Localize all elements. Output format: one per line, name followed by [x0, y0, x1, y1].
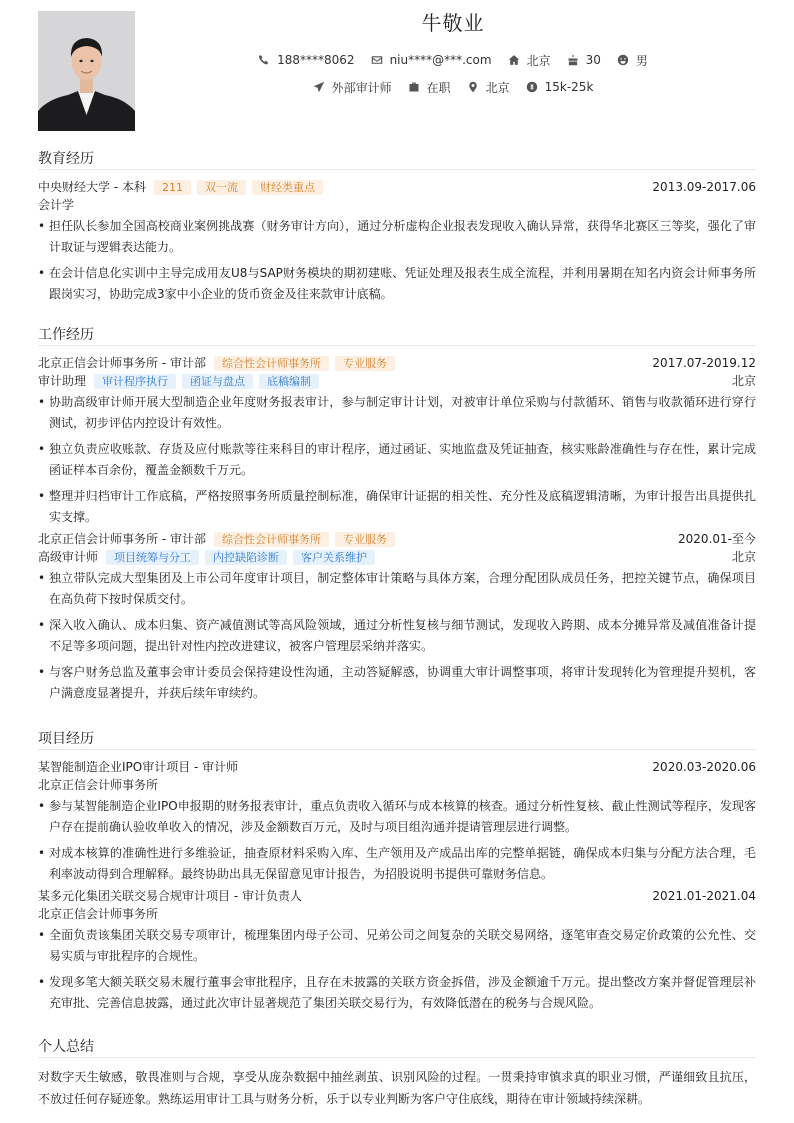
- list-item: • 与客户财务总监及董事会审计委员会保持建设性沟通，主动答疑解惑，协调重大审计调整事项，将审计发现转化为管理提升契机，客户满意度显著提升，并获后续年审续约。: [38, 662, 756, 704]
- list-item: • 独立负责应收账款、存货及应付账款等往来科目的审计程序，通过函证、实地监盘及凭证抽查，核实账龄准确性与存在性，累计完成函证样本百余份，覆盖金额数千万元。: [38, 439, 756, 481]
- company-tag: 综合性会计师事务所: [214, 532, 329, 547]
- resume-header: [150, 8, 756, 97]
- projects-section: [38, 728, 756, 1019]
- mail-icon: [371, 54, 383, 66]
- work-date: 2017.07-2019.12: [652, 356, 756, 370]
- project-org-row: [38, 776, 756, 794]
- project-header-row: [38, 887, 756, 905]
- target-city-info: [467, 79, 510, 96]
- list-item: • 全面负责该集团关联交易专项审计，梳理集团内母子公司、兄弟公司之间复杂的关联交易网络，逐笔审查交易定价政策的公允性、交易实质与审批程序的合规性。: [38, 925, 756, 967]
- education-date: 2013.09-2017.06: [652, 180, 756, 194]
- education-bullets: [38, 216, 756, 305]
- school-tag: 双一流: [197, 180, 246, 195]
- email-info: [371, 53, 492, 67]
- major-row: [38, 196, 756, 214]
- work-section: [38, 324, 756, 709]
- project-org-row: [38, 905, 756, 923]
- work-bullets: [38, 568, 756, 704]
- skill-tag: 审计程序执行: [94, 374, 176, 389]
- smile-icon: [617, 54, 629, 66]
- position: 审计助理: [38, 374, 87, 388]
- contact-info-row: [150, 50, 756, 70]
- position-row: [38, 548, 756, 566]
- current-location: 北京: [526, 53, 551, 68]
- age-value: 30: [585, 53, 601, 67]
- list-item: • 发现多笔大额关联交易未履行董事会审批程序，且存在未披露的关联方资金拆借，涉及金额逾千万元。提出整改方案并督促管理层补充审批、完善信息披露，通过此次审计显著规范了集团关联交易行为，有效降低潜在的税务与合规风险。: [38, 972, 756, 1014]
- work-city: 北京: [731, 374, 756, 388]
- section-title: 项目经历: [38, 728, 756, 750]
- project-name-role: 某智能制造企业IPO审计项目 - 审计师: [38, 760, 239, 774]
- school-tag: 211: [154, 180, 191, 195]
- target-job: 外部审计师: [331, 80, 392, 95]
- project-org: 北京正信会计师事务所: [38, 778, 159, 792]
- project-name-role: 某多元化集团关联交易合规审计项目 - 审计负责人: [38, 889, 302, 903]
- home-icon: [508, 54, 520, 66]
- portrait-image: [38, 11, 135, 131]
- summary-section: [38, 1036, 756, 1110]
- work-entry: [38, 354, 756, 528]
- gender-info: [617, 52, 648, 69]
- cake-icon: [567, 54, 579, 66]
- list-item: • 对成本核算的准确性进行多维验证，抽查原材料采购入库、生产领用及产成品出库的完整单据链，确保成本归集与分配方法合理，毛利率波动得到合理解释。最终协助出具无保留意见审计报告，为招股说明书提供可靠财务信息。: [38, 843, 756, 885]
- send-icon: [313, 81, 325, 93]
- work-city: 北京: [731, 550, 756, 564]
- salary-info: [526, 80, 594, 94]
- skill-tag: 底稿编制: [259, 374, 319, 389]
- gender-value: 男: [635, 53, 648, 68]
- age-info: [567, 53, 601, 67]
- company-tag: 专业服务: [335, 356, 395, 371]
- major: 会计学: [38, 198, 75, 212]
- pin-icon: [467, 81, 479, 93]
- target-job-info: [313, 79, 392, 96]
- project-entry: [38, 887, 756, 1014]
- company-tag: 专业服务: [335, 532, 395, 547]
- list-item: • 协助高级审计师开展大型制造企业年度财务报表审计，参与制定审计计划，对被审计单位采购与付款循环、销售与收款循环进行穿行测试，初步评估内控设计有效性。: [38, 392, 756, 434]
- work-entry: [38, 530, 756, 704]
- project-org: 北京正信会计师事务所: [38, 907, 159, 921]
- education-section: [38, 148, 756, 310]
- job-intent-row: [150, 77, 756, 97]
- phone-icon: [258, 54, 270, 66]
- work-header-row: [38, 530, 756, 548]
- section-title: 工作经历: [38, 324, 756, 346]
- list-item: • 在会计信息化实训中主导完成用友U8与SAP财务模块的期初建账、凭证处理及报表生成全流程，并利用暑期在知名内资会计师事务所跟岗实习，协助完成3家中小企业的货币资金及往来款审计底稿。: [38, 263, 756, 305]
- work-bullets: [38, 392, 756, 528]
- target-city: 北京: [485, 80, 510, 95]
- skill-tag: 函证与盘点: [182, 374, 253, 389]
- skill-tag: 项目统筹与分工: [106, 550, 199, 565]
- candidate-name: 牛敬业: [421, 11, 485, 35]
- list-item: • 参与某智能制造企业IPO申报期的财务报表审计，重点负责收入循环与成本核算的核查。通过分析性复核、截止性测试等程序，发现客户存在提前确认验收单收入的情况，涉及金额数百万元，及时与项目组沟通并提请管理层进行调整。: [38, 796, 756, 838]
- status-info: [408, 79, 451, 96]
- education-header-row: [38, 178, 756, 196]
- project-bullets: [38, 796, 756, 885]
- position-row: [38, 372, 756, 390]
- email-address: niu****@***.com: [389, 53, 492, 67]
- project-bullets: [38, 925, 756, 1014]
- skill-tag: 内控缺陷诊断: [205, 550, 287, 565]
- skill-tag: 客户关系维护: [293, 550, 375, 565]
- work-date: 2020.01-至今: [678, 532, 756, 546]
- project-date: 2021.01-2021.04: [652, 889, 756, 903]
- phone-number: 188****8062: [277, 53, 355, 67]
- list-item: • 独立带队完成大型集团及上市公司年度审计项目，制定整体审计策略与具体方案，合理分配团队成员任务，把控关键节点，确保项目在高负荷下按时保质交付。: [38, 568, 756, 610]
- phone-info: [258, 53, 354, 67]
- position: 高级审计师: [38, 550, 99, 564]
- company-tag: 综合性会计师事务所: [214, 356, 329, 371]
- summary-text: 对数字天生敏感，敬畏准则与合规，享受从庞杂数据中抽丝剥茧、识别风险的过程。一贯秉持审慎求真的职业习惯，严谨细致且抗压，不放过任何存疑迹象。熟练运用审计工具与财务分析，乐于以专业判断为客户守住底线，期待在审计领域持续深耕。: [38, 1070, 756, 1106]
- briefcase-icon: [408, 81, 420, 93]
- list-item: • 整理并归档审计工作底稿，严格按照事务所质量控制标准，确保审计证据的相关性、充分性及底稿逻辑清晰，为审计报告出具提供扎实支撑。: [38, 486, 756, 528]
- project-header-row: [38, 758, 756, 776]
- list-item: • 担任队长参加全国高校商业案例挑战赛（财务审计方向），通过分析虚构企业报表发现收入确认异常，获得华北赛区三等奖，强化了审计取证与逻辑表达能力。: [38, 216, 756, 258]
- project-date: 2020.03-2020.06: [652, 760, 756, 774]
- project-entry: [38, 758, 756, 885]
- company-dept: 北京正信会计师事务所 - 审计部: [38, 356, 206, 370]
- location-info: [508, 52, 551, 69]
- company-dept: 北京正信会计师事务所 - 审计部: [38, 532, 206, 546]
- school-tag: 财经类重点: [252, 180, 323, 195]
- work-header-row: [38, 354, 756, 372]
- salary-range: 15k-25k: [544, 80, 594, 94]
- school-degree: 中央财经大学 - 本科: [38, 180, 146, 194]
- profile-photo: [38, 11, 135, 131]
- list-item: • 深入收入确认、成本归集、资产减值测试等高风险领域，通过分析性复核与细节测试，发现收入跨期、成本分摊异常及减值准备计提不足等多项问题，提出针对性内控改进建议，被客户管理层采纳并落实。: [38, 615, 756, 657]
- money-icon: [526, 81, 538, 93]
- section-title: 个人总结: [38, 1036, 756, 1058]
- job-status: 在职: [426, 80, 451, 95]
- section-title: 教育经历: [38, 148, 756, 170]
